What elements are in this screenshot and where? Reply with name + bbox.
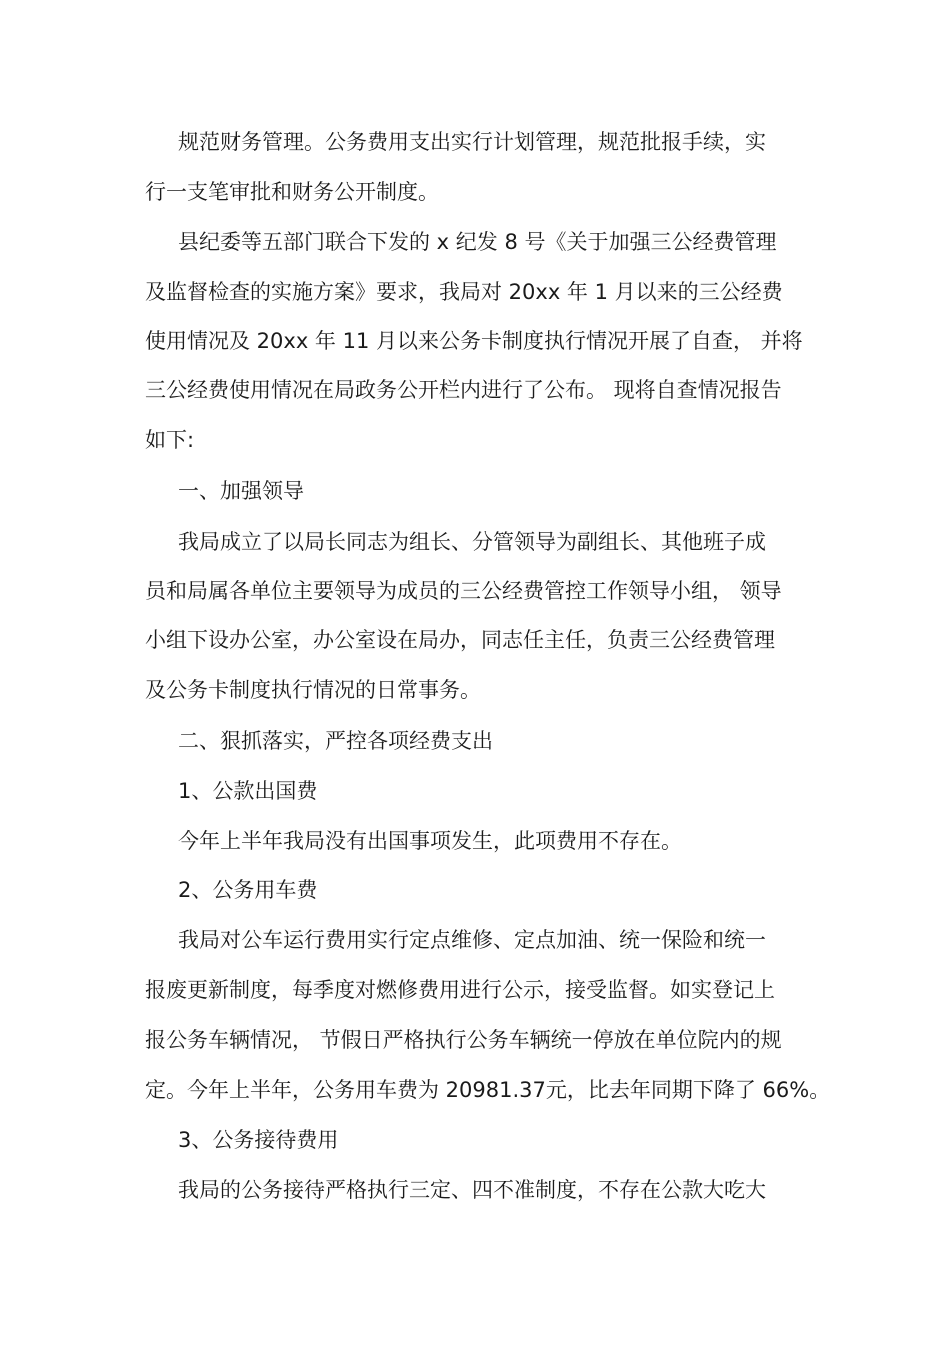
paragraph-line: 小组下设办公室，办公室设在局办，同志任主任，负责三公经费管理 <box>145 628 775 652</box>
paragraph-line: 及公务卡制度执行情况的日常事务。 <box>145 678 481 702</box>
paragraph-line: 规范财务管理。公务费用支出实行计划管理，规范批报手续，实 <box>178 130 766 154</box>
paragraph-line: 县纪委等五部门联合下发的 x 纪发 8 号《关于加强三公经费管理 <box>178 230 777 254</box>
paragraph-line: 报公务车辆情况， 节假日严格执行公务车辆统一停放在单位院内的规 <box>145 1028 782 1052</box>
paragraph-line: 定。今年上半年，公务用车费为 20981.37元，比去年同期下降了 66%。 <box>145 1078 831 1102</box>
section-heading: 二、狠抓落实，严控各项经费支出 <box>178 729 493 753</box>
subsection-heading: 3、公务接待费用 <box>178 1128 339 1152</box>
subsection-heading: 1、公款出国费 <box>178 779 318 803</box>
paragraph-line: 我局对公车运行费用实行定点维修、定点加油、统一保险和统一 <box>178 928 766 952</box>
section-heading: 一、加强领导 <box>178 479 304 503</box>
paragraph-line: 员和局属各单位主要领导为成员的三公经费管控工作领导小组， 领导 <box>145 579 782 603</box>
paragraph-line: 三公经费使用情况在局政务公开栏内进行了公布。 现将自查情况报告 <box>145 378 782 402</box>
paragraph-line: 我局成立了以局长同志为组长、分管领导为副组长、其他班子成 <box>178 530 766 554</box>
paragraph-line: 今年上半年我局没有出国事项发生，此项费用不存在。 <box>178 829 682 853</box>
paragraph-line: 我局的公务接待严格执行三定、四不准制度，不存在公款大吃大 <box>178 1178 766 1202</box>
paragraph-line: 行一支笔审批和财务公开制度。 <box>145 180 439 204</box>
paragraph-line: 及监督检查的实施方案》要求，我局对 20xx 年 1 月以来的三公经费 <box>145 280 783 304</box>
paragraph-line: 报废更新制度，每季度对燃修费用进行公示，接受监督。如实登记上 <box>145 978 775 1002</box>
paragraph-line: 如下: <box>145 428 195 452</box>
subsection-heading: 2、公务用车费 <box>178 878 318 902</box>
paragraph-line: 使用情况及 20xx 年 11 月以来公务卡制度执行情况开展了自查， 并将 <box>145 329 803 353</box>
